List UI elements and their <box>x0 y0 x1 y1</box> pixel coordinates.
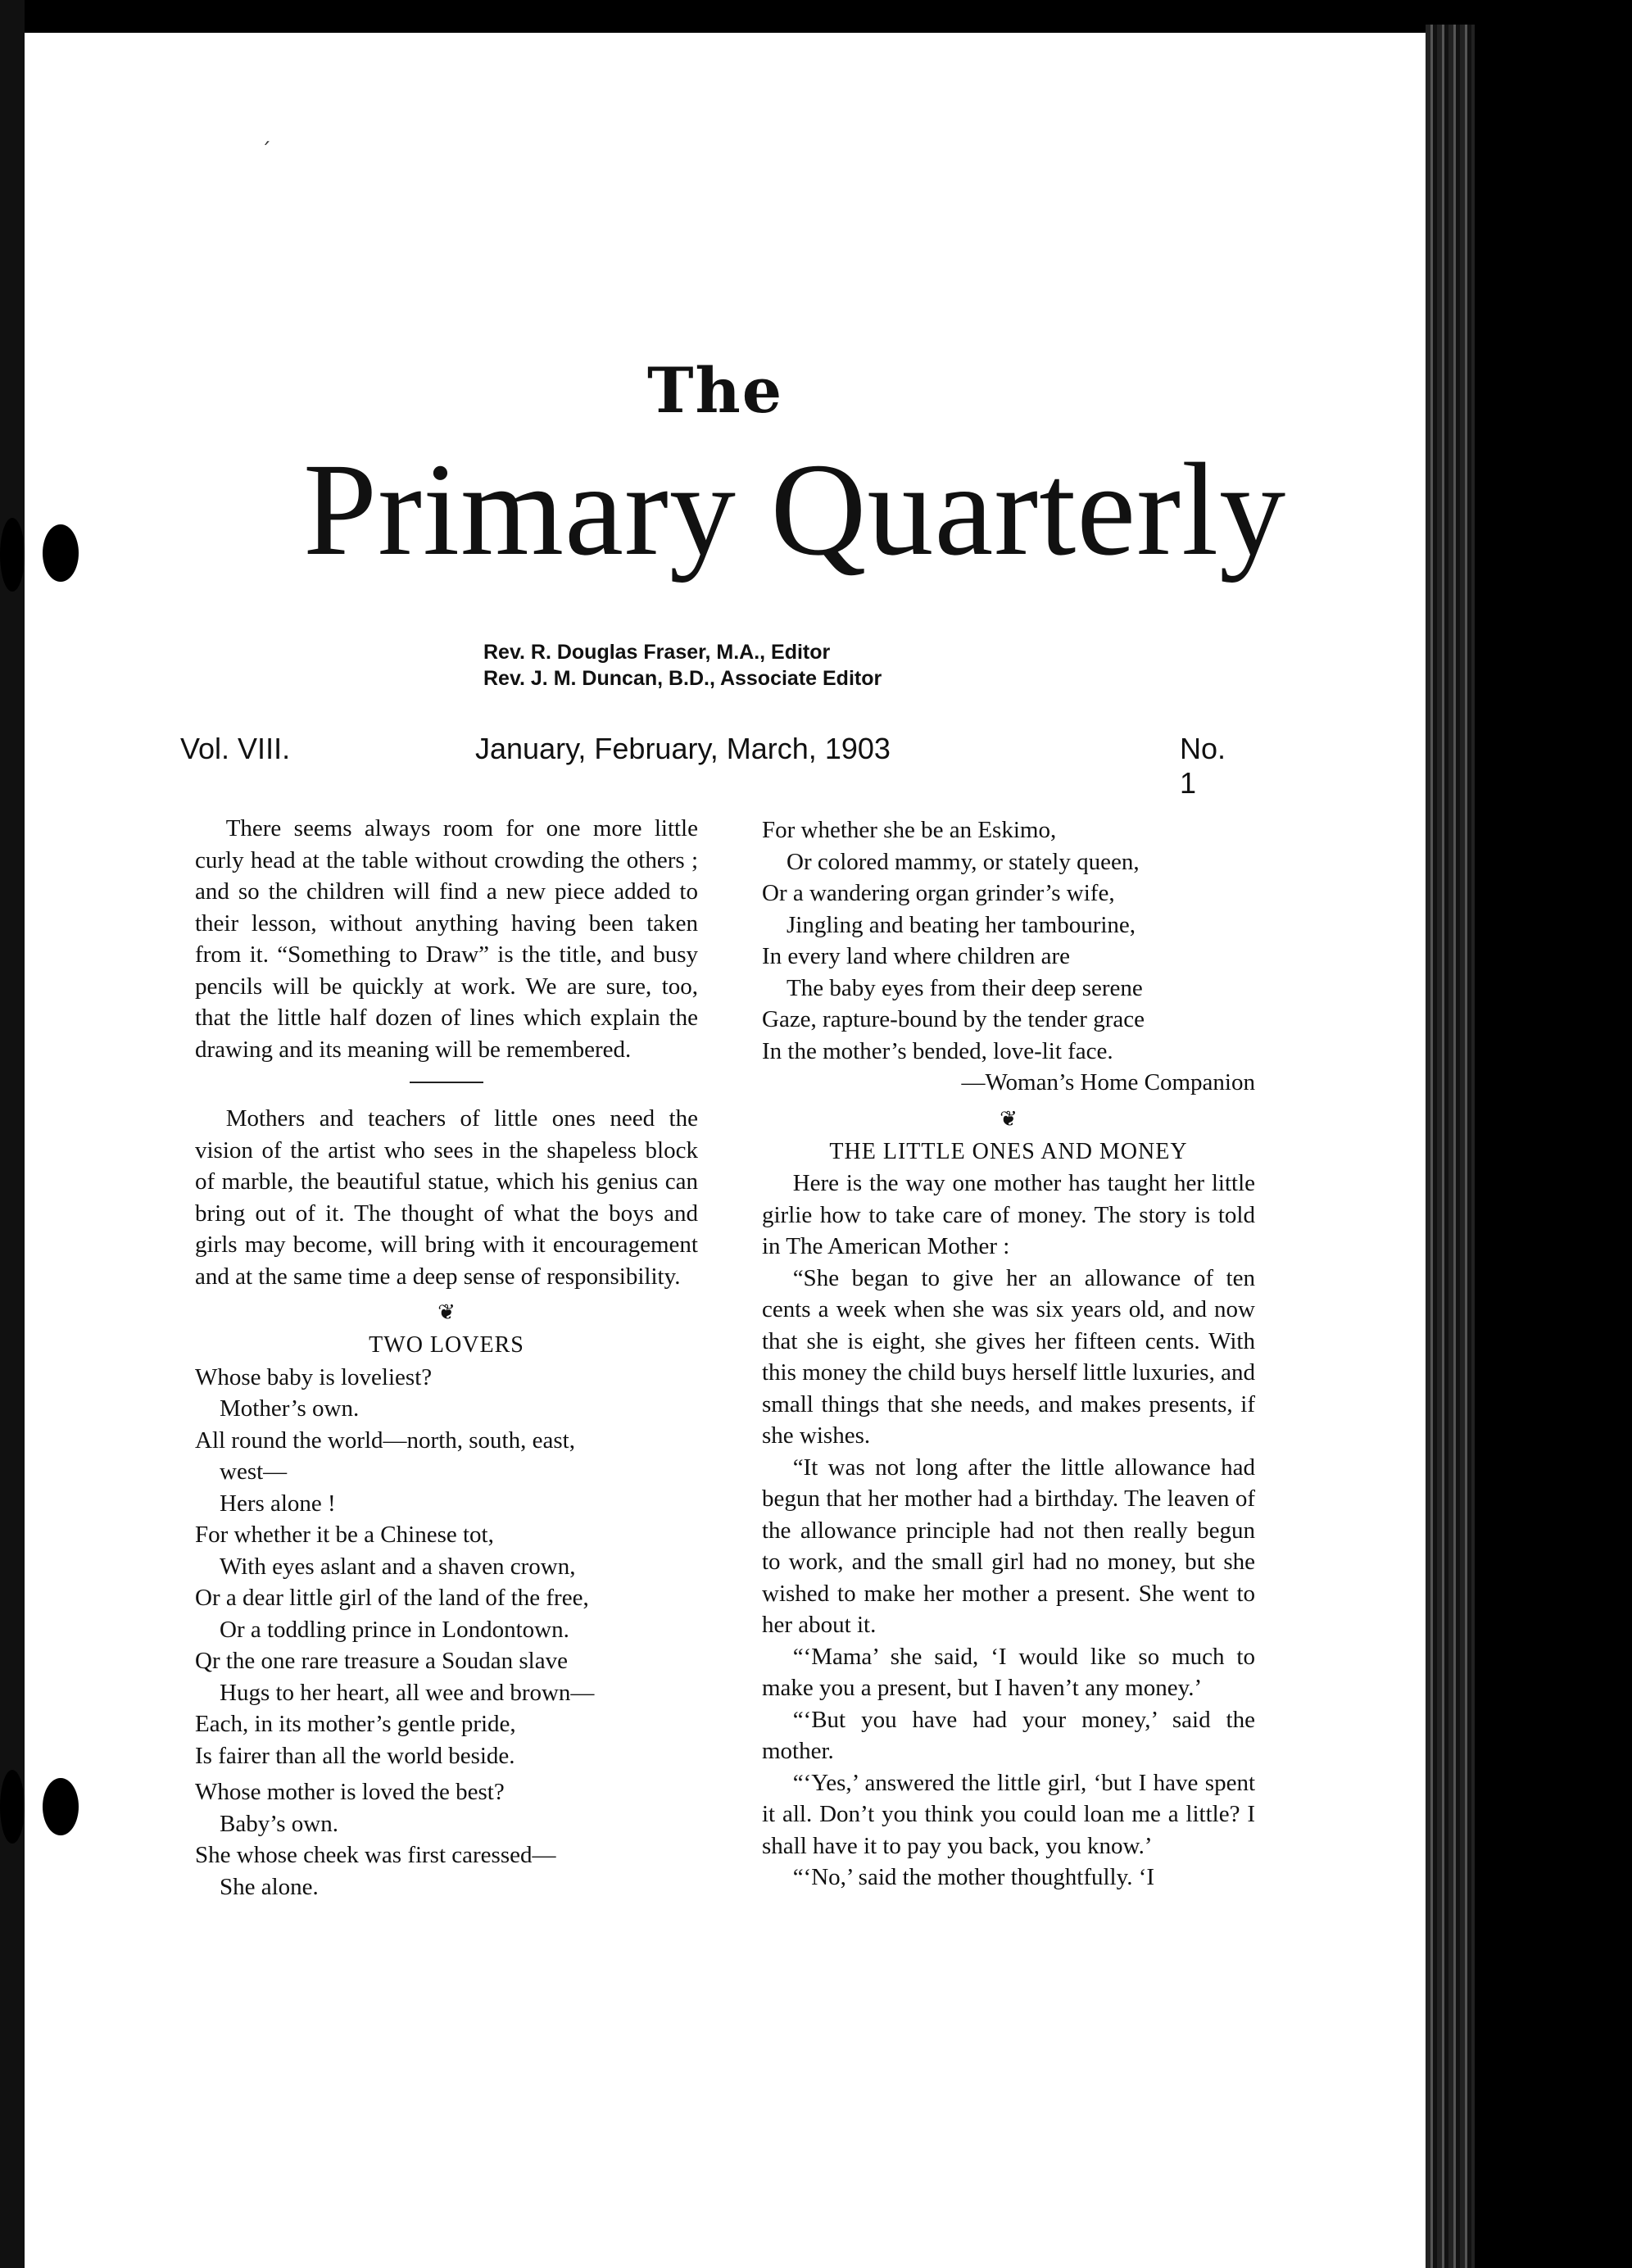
poem-line: Mother’s own. <box>220 1395 360 1422</box>
poem-line: Whose mother is loved the best? <box>195 1779 505 1805</box>
left-column <box>195 813 698 1903</box>
binding-hole-icon <box>43 1778 79 1835</box>
poem-line: In the mother’s bended, love-lit face. <box>762 1037 1113 1064</box>
poem-attribution: —Woman’s Home Companion <box>961 1069 1255 1095</box>
masthead-title: Primary Quarterly <box>303 437 1287 583</box>
poem-line: Hers alone ! <box>220 1490 336 1517</box>
poem-line: Baby’s own. <box>220 1810 338 1837</box>
article-paragraph: Here is the way one mother has taught her little girlie how to take care of money. The story is told in The American Mother : <box>762 1170 1255 1259</box>
volume-label: Vol. VIII. <box>180 732 291 765</box>
poem-line: Or a dear little girl of the land of the free, <box>195 1585 589 1611</box>
article-paragraph: “It was not long after the little allowance had begun that her mother had a birthday. The leaven of the allowance principle had not then really begun to work, and the small girl had no money, but she wished to make her mother a present. She went to her about it. <box>762 1454 1255 1638</box>
poem-line: Or colored mammy, or stately queen, <box>787 848 1140 875</box>
poem-line: Qr the one rare treasure a Soudan slave <box>195 1648 568 1674</box>
article-paragraph: “‘Yes,’ answered the little girl, ‘but I have spent it all. Don’t you think you could loan me a little? I shall have it to pay you back, you know.’ <box>762 1769 1255 1859</box>
poem-line: For whether it be a Chinese tot, <box>195 1522 494 1548</box>
poem-line: Whose baby is loveliest? <box>195 1363 433 1390</box>
binding-hole-icon <box>0 518 25 592</box>
poem-line: All round the world—north, south, east, <box>195 1427 575 1454</box>
poem-line: For whether she be an Eskimo, <box>762 817 1057 843</box>
editorial-paragraph: Mothers and teachers of little ones need the vision of the artist who sees in the shapeless block of marble, the beautiful statue, which his genius can bring out of it. The thought of what the boys and girls may become, will bring with it encouragement and at the same time a deep sense of responsibility. <box>195 1105 698 1290</box>
poem-line: She alone. <box>220 1873 319 1900</box>
editor-line: Rev. R. Douglas Fraser, M.A., Editor <box>483 641 831 664</box>
article-title: THE LITTLE ONES AND MONEY <box>829 1138 1188 1164</box>
binding-hole-icon <box>0 1770 25 1844</box>
article-paragraph: “‘But you have had your money,’ said the mother. <box>762 1706 1255 1764</box>
poem-line: In every land where children are <box>762 943 1070 969</box>
poem-line: west— <box>220 1458 288 1485</box>
fleuron-icon: ❦ <box>1000 1106 1018 1131</box>
article-paragraph: “She began to give her an allowance of ten cents a week when she was six years old, and now that she is eight, she gives her fifteen cents. With this money the child buys herself little luxuries, and small things that she needs, and makes presents, if she wishes. <box>762 1264 1255 1449</box>
issue-date: January, February, March, 1903 <box>475 732 891 765</box>
associate-editor-line: Rev. J. M. Duncan, B.D., Associate Editor <box>483 667 882 690</box>
poem-continuation <box>762 814 1255 1067</box>
poem-line: The baby eyes from their deep serene <box>787 974 1143 1001</box>
scan-speck: ˊ <box>261 139 271 164</box>
right-column <box>762 814 1255 1894</box>
fleuron-icon: ❦ <box>437 1300 456 1324</box>
binding-hole-icon <box>43 524 79 582</box>
poem-line: Each, in its mother’s gentle pride, <box>195 1711 516 1737</box>
editors-block <box>483 639 882 692</box>
poem-line: Jingling and beating her tambourine, <box>787 911 1136 938</box>
poem-line: Gaze, rapture-bound by the tender grace <box>762 1006 1145 1032</box>
scan-left-edge <box>0 0 25 2268</box>
editorial-paragraph: There seems always room for one more little curly head at the table without crowding the others ; and so the children will find a new piece added to their lesson, without anything having been taken from it. “Something to Draw” is the title, and busy pencils will be quickly at work. We are sure, too, that the little half dozen of lines which explain the drawing and its meaning will be remembered. <box>195 815 698 1063</box>
poem-line: Is fairer than all the world beside. <box>195 1742 515 1769</box>
article-paragraph: “‘No,’ said the mother thoughtfully. ‘I <box>792 1864 1155 1890</box>
poem-title: TWO LOVERS <box>369 1332 524 1358</box>
poem-line: Hugs to her heart, all wee and brown— <box>220 1679 595 1706</box>
poem-line: She whose cheek was first caressed— <box>195 1842 556 1868</box>
poem-two-lovers <box>195 1362 698 1903</box>
poem-line: With eyes aslant and a shaven crown, <box>220 1553 576 1580</box>
poem-line: Or a wandering organ grinder’s wife, <box>762 880 1115 906</box>
masthead-the: The <box>647 354 784 427</box>
scan-right-edge <box>1426 25 1475 2268</box>
issue-line <box>180 732 1245 800</box>
divider-rule <box>410 1082 483 1083</box>
issue-number: No. 1 <box>1180 732 1226 800</box>
article-paragraph: “‘Mama’ she said, ‘I would like so much to make you a present, but I haven’t any money.’ <box>762 1643 1255 1701</box>
poem-line: Or a toddling prince in Londontown. <box>220 1616 569 1643</box>
